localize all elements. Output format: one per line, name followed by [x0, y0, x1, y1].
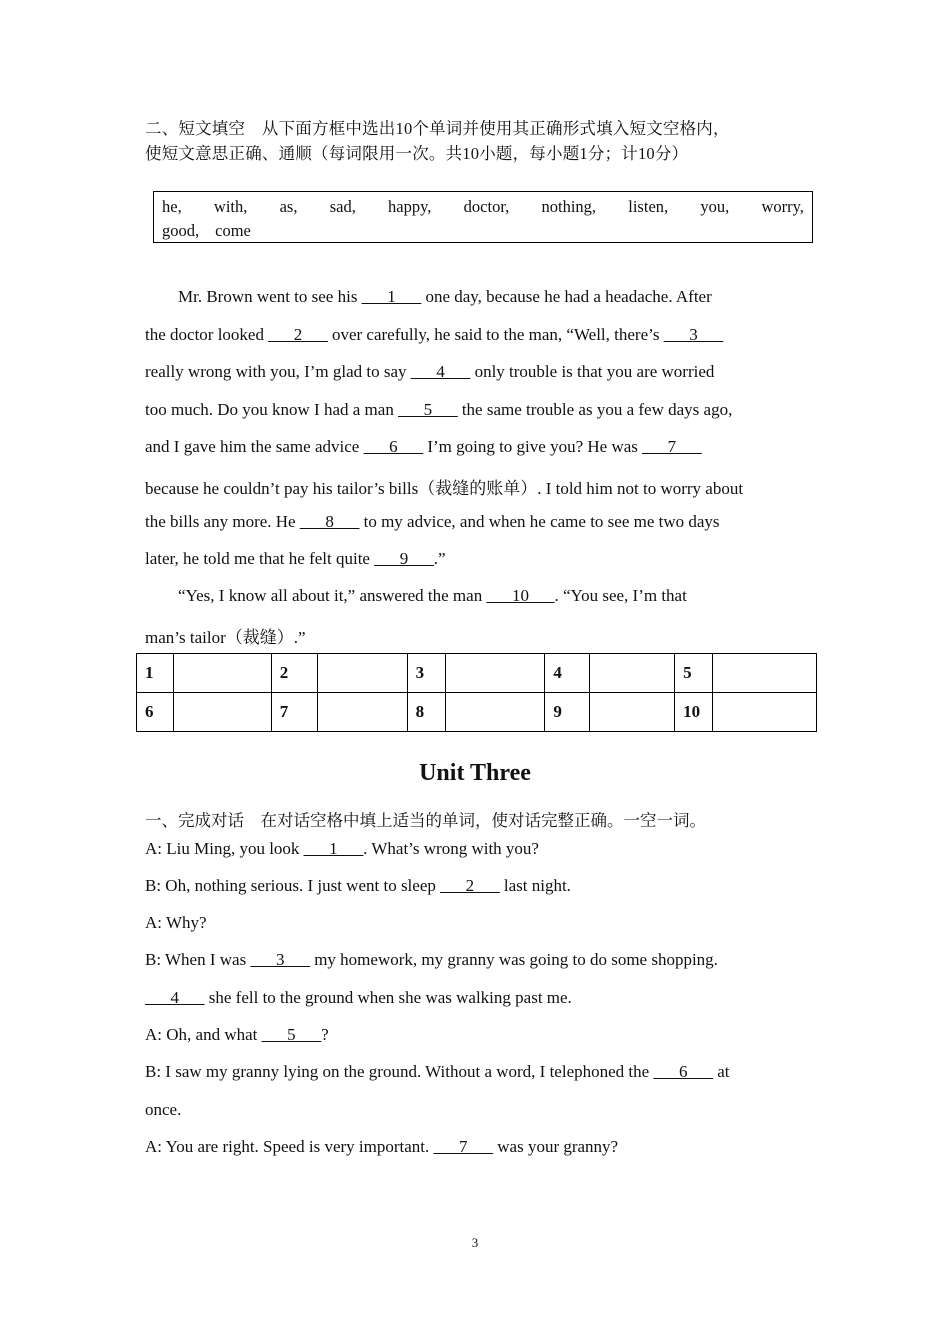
- answer-table: [136, 653, 817, 732]
- passage-line-5: [145, 437, 807, 457]
- dialogue-line-3: A: Why?: [145, 913, 207, 932]
- passage-text: “Yes, I know all about it,” answered the man: [178, 586, 487, 605]
- word-box-word: sad,: [329, 197, 356, 216]
- answer-cell[interactable]: [445, 654, 545, 693]
- passage-text: the bills any more. He: [145, 512, 300, 531]
- passage-line-3: [145, 362, 807, 382]
- blank-3[interactable]: ___3___: [663, 325, 724, 344]
- answer-number: 7: [271, 693, 317, 732]
- passage-text: . “You see, I’m that: [554, 586, 687, 605]
- dialogue-line-4: [145, 950, 807, 970]
- dialogue-text: was your granny?: [493, 1137, 619, 1156]
- dialogue-text: at: [712, 1062, 730, 1081]
- dialogue-text: last night.: [499, 876, 571, 895]
- passage-text: really wrong with you, I’m glad to say: [145, 362, 411, 381]
- passage-text: Mr. Brown went to see his: [178, 287, 362, 306]
- dialogue-text: my homework, my granny was going to do some shopping.: [309, 950, 718, 969]
- answer-number: 5: [675, 654, 713, 693]
- passage-text: .”: [433, 549, 446, 568]
- dialogue-text: A: Liu Ming, you look: [145, 839, 304, 858]
- dialogue-line-7: [145, 1062, 807, 1082]
- dialogue-text: B: Oh, nothing serious. I just went to sleep: [145, 876, 441, 895]
- answer-table-row: [137, 693, 817, 732]
- word-box: [153, 191, 813, 243]
- dialogue-blank-6[interactable]: ___6___: [653, 1062, 713, 1081]
- answer-number: 9: [545, 693, 590, 732]
- passage-text: only trouble is that you are worried: [470, 362, 715, 381]
- dialogue-text: B: I saw my granny lying on the ground. Without a word, I telephoned the: [145, 1062, 654, 1081]
- word-box-word: nothing,: [541, 197, 597, 216]
- passage-line-1: [178, 287, 807, 307]
- dialogue-blank-1[interactable]: ___1___: [303, 839, 364, 858]
- passage-text: later, he told me that he felt quite: [145, 549, 375, 568]
- dialogue-text: A: You are right. Speed is very important.: [145, 1137, 434, 1156]
- dialogue-line-5: [145, 988, 807, 1008]
- answer-cell[interactable]: [713, 654, 817, 693]
- word-box-word: happy,: [388, 197, 432, 216]
- answer-cell[interactable]: [173, 693, 271, 732]
- passage-text: too much. Do you know I had a man: [145, 400, 399, 419]
- word-box-word: with,: [213, 197, 248, 216]
- word-box-word: doctor,: [463, 197, 510, 216]
- answer-cell[interactable]: [445, 693, 545, 732]
- dialogue-text: . What’s wrong with you?: [363, 839, 539, 858]
- passage-line-4: [145, 400, 807, 420]
- blank-4[interactable]: ___4___: [410, 362, 471, 381]
- word-box-word: listen,: [628, 197, 669, 216]
- dialogue-text: B: When I was: [145, 950, 251, 969]
- passage-text: to my advice, and when he came to see me two days: [359, 512, 720, 531]
- passage-text: the same trouble as you a few days ago,: [457, 400, 733, 419]
- word-box-row-1: [162, 195, 804, 219]
- word-box-word: good,: [162, 221, 200, 240]
- passage-line-7: [145, 512, 807, 532]
- answer-cell[interactable]: [317, 654, 407, 693]
- page-number: 3: [471, 1235, 479, 1250]
- word-box-row-2: [162, 219, 804, 243]
- passage-text: the doctor looked: [145, 325, 269, 344]
- unit-instruction: 一、完成对话 在对话空格中填上适当的单词，使对话完整正确。一空一词。: [145, 811, 706, 830]
- answer-number: 2: [271, 654, 317, 693]
- blank-6[interactable]: ___6___: [363, 437, 424, 456]
- dialogue-blank-2[interactable]: ___2___: [440, 876, 500, 895]
- word-box-word: he,: [162, 197, 182, 216]
- answer-cell[interactable]: [590, 693, 675, 732]
- blank-5[interactable]: ___5___: [398, 400, 458, 419]
- blank-8[interactable]: ___8___: [299, 512, 360, 531]
- passage-text: and I gave him the same advice: [145, 437, 364, 456]
- blank-2[interactable]: ___2___: [268, 325, 328, 344]
- blank-9[interactable]: ___9___: [374, 549, 434, 568]
- answer-table-row: [137, 654, 817, 693]
- passage-text: one day, because he had a headache. After: [421, 287, 712, 306]
- passage-line-2: [145, 325, 807, 345]
- answer-number: 3: [407, 654, 445, 693]
- dialogue-line-6: [145, 1025, 807, 1045]
- passage-line-6: because he couldn’t pay his tailor’s bills（裁缝的账单）. I told him not to worry about: [145, 479, 744, 498]
- dialogue-text: ?: [321, 1025, 329, 1044]
- dialogue-blank-4[interactable]: ___4___: [145, 988, 205, 1007]
- word-box-word: as,: [279, 197, 298, 216]
- unit-title: Unit Three: [419, 760, 531, 786]
- blank-7[interactable]: ___7___: [642, 437, 702, 456]
- dialogue-text: she fell to the ground when she was walking past me.: [204, 988, 572, 1007]
- dialogue-blank-7[interactable]: ___7___: [433, 1137, 493, 1156]
- passage-line-9: [178, 586, 807, 606]
- dialogue-line-8: once.: [145, 1100, 182, 1119]
- answer-number: 4: [545, 654, 590, 693]
- word-box-word: worry,: [761, 197, 804, 216]
- answer-number: 6: [137, 693, 174, 732]
- dialogue-blank-3[interactable]: ___3___: [250, 950, 310, 969]
- answer-number: 1: [137, 654, 174, 693]
- dialogue-line-9: [145, 1137, 807, 1157]
- answer-number: 10: [675, 693, 713, 732]
- dialogue-line-1: [145, 839, 807, 859]
- passage-text: I’m going to give you? He was: [423, 437, 643, 456]
- passage-line-8: [145, 549, 807, 569]
- dialogue-line-2: [145, 876, 807, 896]
- passage-text: over carefully, he said to the man, “Well, there’s: [327, 325, 664, 344]
- instruction-line-1: 二、短文填空 从下面方框中选出10个单词并使用其正确形式填入短文空格内，: [145, 119, 730, 138]
- answer-cell[interactable]: [317, 693, 407, 732]
- blank-10[interactable]: ___10___: [486, 586, 555, 605]
- dialogue-blank-5[interactable]: ___5___: [261, 1025, 322, 1044]
- word-box-word: you,: [700, 197, 730, 216]
- answer-cell[interactable]: [173, 654, 271, 693]
- answer-number: 8: [407, 693, 445, 732]
- word-box-word: come: [215, 221, 251, 240]
- answer-cell[interactable]: [590, 654, 675, 693]
- instruction-line-2: 使短文意思正确、通顺（每词限用一次。共10小题，每小题1分；计10分）: [145, 144, 689, 163]
- section-instruction: [145, 116, 810, 166]
- passage-line-10: man’s tailor（裁缝）.”: [145, 628, 306, 647]
- blank-1[interactable]: ___1___: [361, 287, 422, 306]
- answer-cell[interactable]: [713, 693, 817, 732]
- dialogue-text: A: Oh, and what: [145, 1025, 262, 1044]
